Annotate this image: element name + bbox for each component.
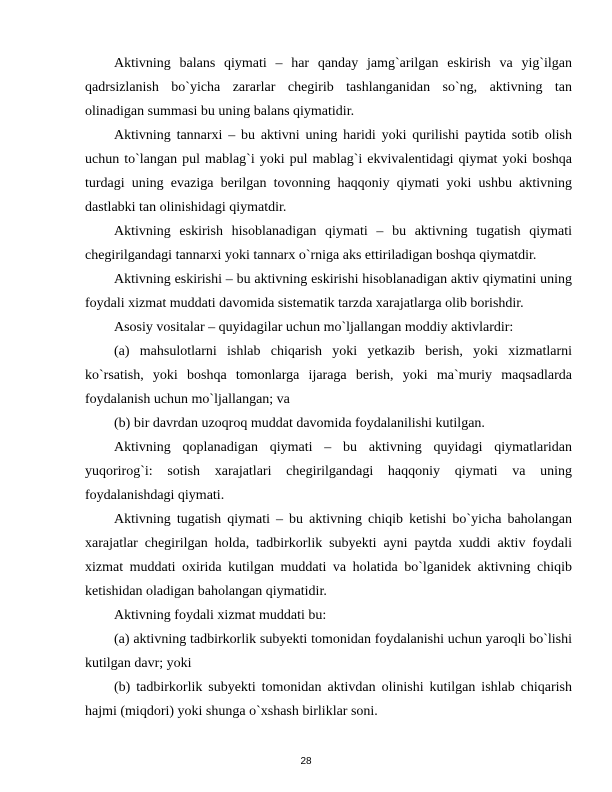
paragraph-asset-cost: Aktivning tannarxi – bu aktivni uning haridi yoki qurilishi paytida sotib olish uchun to`langan pul mablag`i yoki pul mablag`i ekvivalentidagi qiymat yoki boshqa turdagi uning evaziga berilgan tovonning haqqoniy qiymati yoki ushbu aktivning dastlabki tan olinishidagi qiymatdir.	[85, 128, 572, 215]
paragraph-depreciation: Aktivning eskirishi – bu aktivning eskirishi hisoblanadigan aktiv qiymatini uning foydali xizmat muddati davomida sistematik tarzda xarajatlarga olib borishdir.	[85, 272, 572, 311]
paragraph-useful-life-item-b: (b) tadbirkorlik subyekti tomonidan aktivdan olinishi kutilgan ishlab chiqarish hajmi (miqdori) yoki shunga o`xshash birliklar soni.	[85, 680, 572, 719]
paragraph-recoverable-amount: Aktivning qoplanadigan qiymati – bu aktivning quyidagi qiymatlaridan yuqorirog`i: sotish xarajatlari chegirilgandagi haqqoniy qiymati va uning foydalanishdagi qiymati.	[85, 440, 572, 503]
paragraph-fixed-assets: Asosiy vositalar – quyidagilar uchun mo`ljallangan moddiy aktivlardir:	[114, 320, 514, 335]
paragraph-useful-life-item-a: (a) aktivning tadbirkorlik subyekti tomonidan foydalanishi uchun yaroqli bo`lishi kutilgan davr; yoki	[85, 632, 572, 671]
paragraph-balance-value: Aktivning balans qiymati – har qanday jamg`arilgan eskirish va yig`ilgan qadrsizlanish bo`yicha zararlar chegirib tashlanganidan so`ng, aktivning tan olinadigan summasi bu uning balans qiymatidir.	[85, 56, 572, 119]
paragraph-fixed-assets-item-a: (a) mahsulotlarni ishlab chiqarish yoki yetkazib berish, yoki xizmatlarni ko`rsatish, yoki boshqa tomonlarga ijaraga berish, yoki ma`muriy maqsadlarda foydalanish uchun mo`ljallangan; va	[85, 344, 572, 407]
page-number: 28	[300, 756, 312, 767]
paragraph-depreciable-amount: Aktivning eskirish hisoblanadigan qiymati – bu aktivning tugatish qiymati chegirilgandagi tannarxi yoki tannarx o`rniga aks ettiriladigan boshqa qiymatdir.	[85, 224, 572, 263]
document-body	[85, 52, 572, 724]
paragraph-useful-life: Aktivning foydali xizmat muddati bu:	[114, 608, 327, 623]
paragraph-residual-value: Aktivning tugatish qiymati – bu aktivning chiqib ketishi bo`yicha baholangan xarajatlar chegirilgan holda, tadbirkorlik subyekti ayni paytda xuddi aktiv foydali xizmat muddati oxirida kutilgan muddati va holatida bo`lganidek aktivning chiqib ketishidan oladigan baholangan qiymatidir.	[85, 512, 572, 599]
paragraph-fixed-assets-item-b: (b) bir davrdan uzoqroq muddat davomida foydalanilishi kutilgan.	[114, 416, 485, 431]
